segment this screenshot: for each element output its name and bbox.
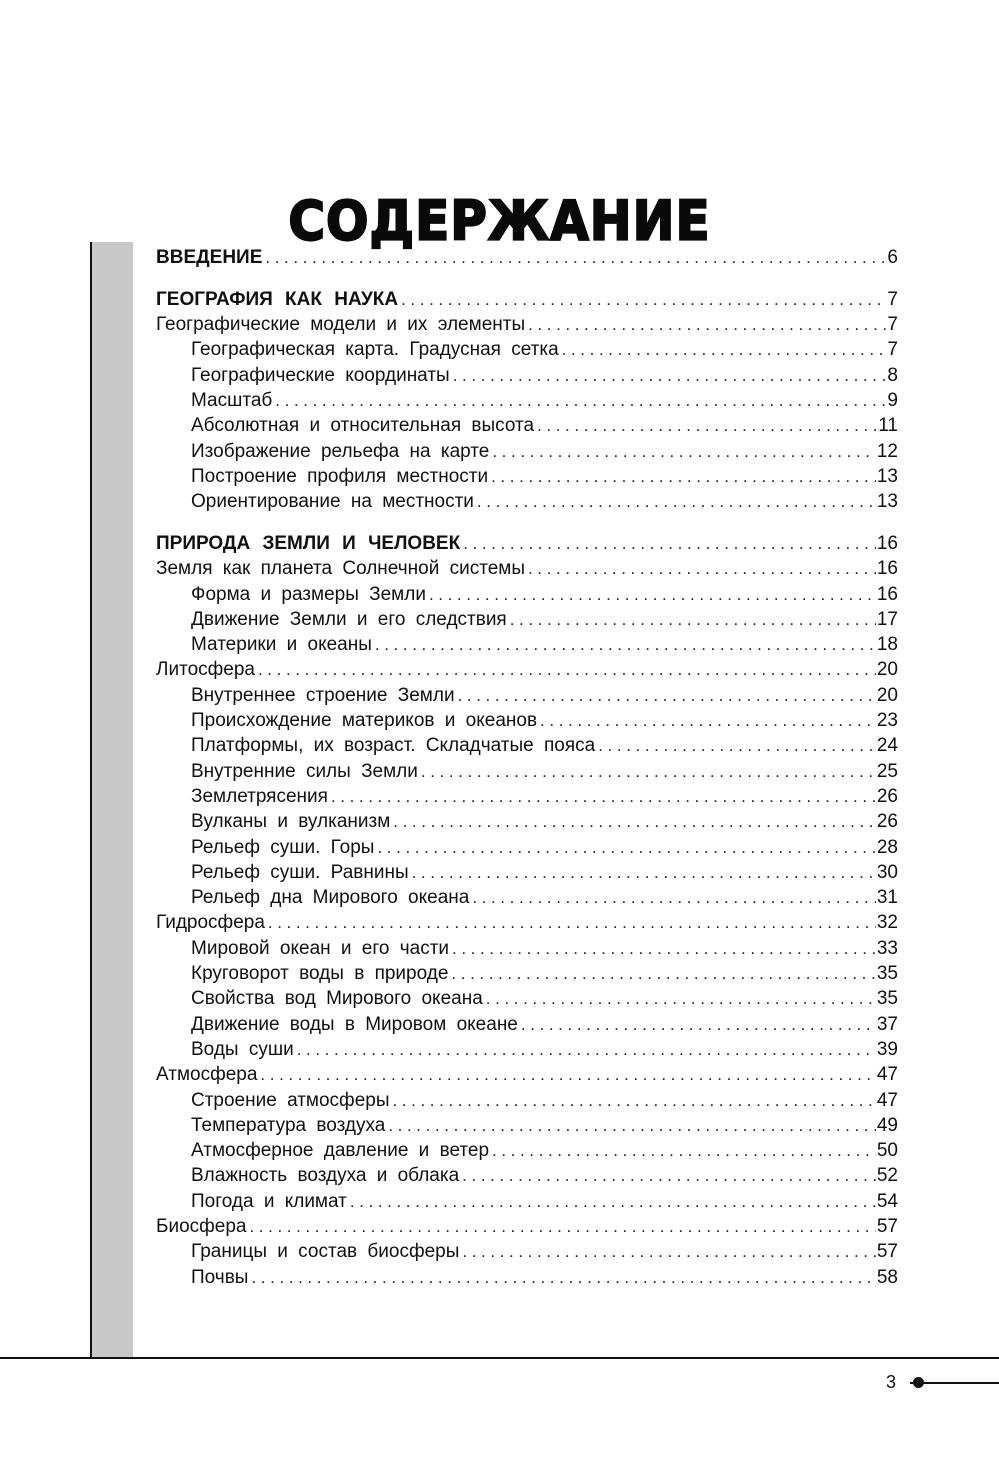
toc-entry-page: 6 — [887, 247, 898, 268]
toc-entry-title: Рельеф суши. Равнины — [191, 861, 409, 883]
dot-leader — [265, 245, 886, 270]
toc-entry — [156, 1012, 898, 1037]
toc-entry-page: 25 — [876, 760, 898, 782]
dot-leader — [331, 784, 876, 809]
dot-leader — [258, 657, 876, 682]
toc-entry-page: 13 — [876, 491, 898, 513]
dot-leader — [249, 1214, 875, 1239]
toc-entry-page: 12 — [876, 440, 898, 462]
toc-entry-title: Влажность воздуха и облака — [191, 1165, 460, 1187]
toc-entry-page: 35 — [876, 963, 898, 985]
toc-entry-page: 26 — [876, 785, 898, 807]
toc-entry-title: Атмосферное давление и ветер — [191, 1140, 490, 1162]
toc-entry-title: Атмосфера — [156, 1064, 258, 1086]
dot-leader — [377, 835, 875, 860]
dot-leader — [463, 531, 876, 556]
toc-entry — [156, 464, 898, 489]
dot-leader — [598, 733, 876, 758]
toc-entry-page: 13 — [876, 465, 898, 487]
toc-section — [156, 245, 898, 270]
toc-entry-page: 7 — [887, 339, 898, 361]
toc-entry — [156, 885, 898, 910]
toc-entry-title: Географическая карта. Градусная сетка — [191, 339, 559, 361]
toc-entry-title: Абсолютная и относительная высота — [191, 415, 535, 437]
toc-entry — [156, 607, 898, 632]
page-number: 3 — [886, 1371, 897, 1392]
toc-entry-page: 20 — [876, 659, 898, 681]
toc-entry-page: 16 — [876, 532, 898, 554]
dot-leader — [297, 1037, 876, 1062]
toc-entry-title: Биосфера — [156, 1215, 247, 1237]
bottom-rule — [0, 1357, 999, 1359]
toc-entry-title: Земля как планета Солнечной системы — [156, 558, 525, 580]
toc-entry-page: 24 — [876, 735, 898, 757]
page-marker-icon — [910, 1375, 999, 1389]
toc-chapter — [156, 312, 898, 337]
toc-chapter — [156, 657, 898, 682]
dot-leader — [458, 683, 876, 708]
dot-leader — [268, 910, 876, 935]
dot-leader — [429, 582, 876, 607]
dot-leader — [462, 1239, 875, 1264]
dot-leader — [375, 632, 876, 657]
toc-entry — [156, 489, 898, 514]
dot-leader — [462, 1163, 876, 1188]
toc-entry-page: 16 — [876, 583, 898, 605]
toc-chapter — [156, 556, 898, 581]
dot-leader — [540, 708, 876, 733]
dot-leader — [412, 860, 876, 885]
toc-entry — [156, 1138, 898, 1163]
toc-entry-title: ПРИРОДА ЗЕМЛИ И ЧЕЛОВЕК — [156, 532, 461, 554]
toc-entry-title: Внутренние силы Земли — [191, 760, 418, 782]
toc-entry — [156, 961, 898, 986]
toc-entry-page: 16 — [876, 558, 898, 580]
toc-entry-page: 33 — [876, 937, 898, 959]
toc-entry-title: Внутреннее строение Земли — [191, 684, 455, 706]
toc-entry-title: Материки и океаны — [191, 634, 372, 656]
toc-entry-title: Строение атмосферы — [191, 1089, 390, 1111]
toc-entry-title: Ориентирование на местности — [191, 491, 474, 513]
toc-entry — [156, 413, 898, 438]
toc-entry-page: 50 — [876, 1140, 898, 1162]
toc-entry-page: 20 — [876, 684, 898, 706]
toc-entry — [156, 1189, 898, 1214]
toc-entry — [156, 708, 898, 733]
toc-entry-title: Воды суши — [191, 1038, 294, 1060]
toc-entry — [156, 439, 898, 464]
toc-entry-page: 47 — [876, 1064, 898, 1086]
toc-entry — [156, 809, 898, 834]
toc-entry-title: Мировой океан и его части — [191, 937, 450, 959]
toc-entry-title: Круговорот воды в природе — [191, 963, 449, 985]
toc-entry — [156, 986, 898, 1011]
toc-entry-title: Движение воды в Мировом океане — [191, 1013, 518, 1035]
toc-entry — [156, 1113, 898, 1138]
dot-leader — [401, 287, 886, 312]
toc-chapter — [156, 1062, 898, 1087]
dot-leader — [491, 464, 876, 489]
toc-entry — [156, 683, 898, 708]
dot-leader — [492, 439, 876, 464]
toc-entry-page: 39 — [876, 1038, 898, 1060]
toc-section — [156, 531, 898, 556]
dot-leader — [537, 413, 877, 438]
toc-entry-title: Вулканы и вулканизм — [191, 811, 391, 833]
toc-entry-title: Землетрясения — [191, 785, 328, 807]
dot-leader — [451, 961, 875, 986]
toc-entry — [156, 860, 898, 885]
side-bar-decoration — [90, 242, 133, 1358]
toc-entry — [156, 835, 898, 860]
toc-entry-title: Происхождение материков и океанов — [191, 710, 538, 732]
toc-entry — [156, 1037, 898, 1062]
toc-entry-page: 30 — [876, 861, 898, 883]
dot-leader — [521, 1012, 876, 1037]
toc-entry — [156, 1163, 898, 1188]
toc-chapter — [156, 1214, 898, 1239]
toc-entry-page: 31 — [876, 887, 898, 909]
dot-leader — [275, 388, 886, 413]
toc-section — [156, 287, 898, 312]
dot-leader — [452, 936, 876, 961]
page-footer — [886, 1370, 999, 1394]
table-of-contents — [156, 245, 898, 1290]
toc-entry-page: 7 — [887, 288, 898, 310]
toc-entry-page: 26 — [876, 811, 898, 833]
toc-entry — [156, 632, 898, 657]
toc-entry-title: Изображение рельефа на карте — [191, 440, 490, 462]
dot-leader — [393, 809, 876, 834]
toc-entry-page: 8 — [887, 364, 898, 386]
toc-entry-page: 57 — [876, 1241, 898, 1263]
toc-entry-title: Погода и климат — [191, 1190, 347, 1212]
dot-leader — [528, 312, 886, 337]
toc-entry-page: 18 — [876, 634, 898, 656]
toc-entry-title: ГЕОГРАФИЯ КАК НАУКА — [156, 288, 399, 310]
toc-entry-page: 11 — [878, 415, 898, 437]
toc-entry-title: Географические модели и их элементы — [156, 314, 526, 336]
dot-leader — [251, 1265, 875, 1290]
toc-entry-page: 7 — [887, 314, 898, 336]
toc-entry-title: Масштаб — [191, 389, 273, 411]
toc-entry-page: 49 — [876, 1114, 898, 1136]
toc-entry-title: Рельеф суши. Горы — [191, 836, 375, 858]
dot-leader — [260, 1062, 875, 1087]
dot-leader — [453, 363, 887, 388]
toc-entry-page: 47 — [876, 1089, 898, 1111]
dot-leader — [388, 1113, 876, 1138]
page-title: СОДЕРЖАНИЕ — [288, 189, 711, 252]
toc-entry-title: Движение Земли и его следствия — [191, 608, 507, 630]
toc-entry-title: ВВЕДЕНИЕ — [156, 247, 263, 268]
toc-entry-title: Литосфера — [156, 659, 255, 681]
dot-leader — [472, 885, 876, 910]
toc-entry-title: Границы и состав биосферы — [191, 1241, 460, 1263]
toc-entry-page: 35 — [876, 988, 898, 1010]
toc-entry-page: 58 — [876, 1266, 898, 1288]
toc-entry — [156, 582, 898, 607]
toc-entry — [156, 337, 898, 362]
toc-entry — [156, 363, 898, 388]
dot-leader — [477, 489, 876, 514]
dot-leader — [510, 607, 876, 632]
toc-entry-title: Построение профиля местности — [191, 465, 489, 487]
toc-entry-page: 32 — [876, 912, 898, 934]
toc-entry-title: Форма и размеры Земли — [191, 583, 426, 605]
dot-leader — [421, 759, 876, 784]
toc-entry-page: 37 — [876, 1013, 898, 1035]
toc-entry — [156, 733, 898, 758]
dot-leader — [350, 1189, 876, 1214]
toc-entry-page: 17 — [876, 608, 898, 630]
toc-entry-title: Платформы, их возраст. Складчатые пояса — [191, 735, 596, 757]
toc-entry-title: Свойства вод Мирового океана — [191, 988, 483, 1010]
dot-leader — [492, 1138, 876, 1163]
toc-entry — [156, 1239, 898, 1264]
toc-entry-page: 57 — [876, 1215, 898, 1237]
toc-entry-title: Гидросфера — [156, 912, 265, 934]
toc-entry-page: 52 — [876, 1165, 898, 1187]
toc-chapter — [156, 910, 898, 935]
dot-leader — [528, 556, 876, 581]
toc-entry-page: 23 — [876, 710, 898, 732]
toc-entry-title: Рельеф дна Мирового океана — [191, 887, 470, 909]
toc-entry — [156, 1265, 898, 1290]
toc-entry — [156, 784, 898, 809]
dot-leader — [392, 1088, 875, 1113]
toc-entry-page: 54 — [876, 1190, 898, 1212]
dot-leader — [486, 986, 876, 1011]
toc-entry-title: Почвы — [191, 1266, 249, 1288]
toc-entry-title: Температура воздуха — [191, 1114, 386, 1136]
toc-entry — [156, 388, 898, 413]
toc-entry — [156, 759, 898, 784]
dot-leader — [562, 337, 887, 362]
toc-entry — [156, 1088, 898, 1113]
toc-entry — [156, 936, 898, 961]
toc-entry-page: 9 — [887, 389, 898, 411]
toc-entry-title: Географические координаты — [191, 364, 450, 386]
toc-entry-page: 28 — [876, 836, 898, 858]
